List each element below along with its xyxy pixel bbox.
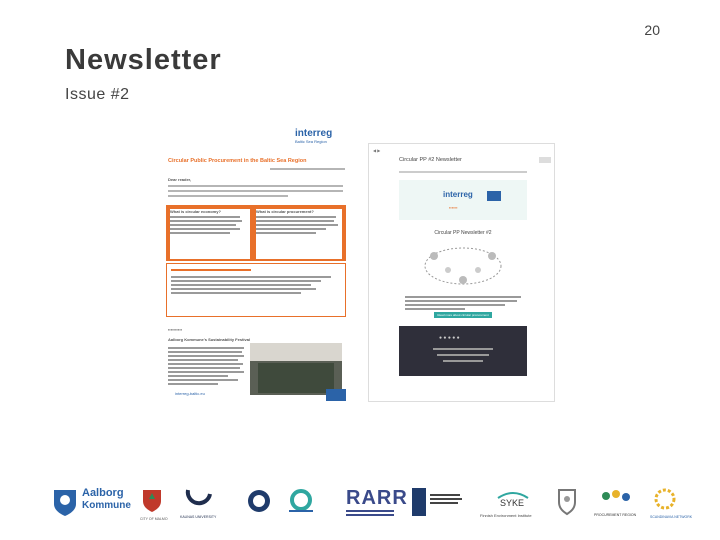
web-top-label: ◀ ▶ — [373, 148, 381, 153]
government-logo — [412, 488, 426, 516]
circular-emblem-logo — [246, 488, 272, 519]
ring-logo — [283, 488, 319, 519]
eu-flag-icon — [326, 389, 346, 401]
web-footer: ● ● ● ● ● — [399, 326, 527, 376]
web-newsletter-image — [368, 143, 555, 402]
web-top-button — [539, 157, 551, 163]
web-title: Circular PP #2 Newsletter — [399, 157, 462, 163]
aalborg-line2: Kommune — [82, 500, 131, 511]
web-text — [405, 294, 523, 312]
doc-box2 — [256, 209, 342, 259]
web-banner: interreg ▪▪▪▪▪▪ — [399, 180, 527, 220]
doc-section-title: Aalborg Kommune's Sustainability Festival — [168, 337, 251, 342]
city-crest-logo — [140, 488, 168, 521]
slide-subtitle: Issue #2 — [65, 86, 130, 103]
doc-footer-link: interreg-baltic.eu — [175, 391, 205, 396]
doc-greeting: Dear reader, — [168, 177, 192, 182]
rarr-logo — [346, 488, 408, 516]
web-diagram — [414, 242, 512, 290]
doc-box1 — [170, 209, 250, 259]
rarr-text: RARR — [346, 487, 408, 509]
web-heading: Circular PP Newsletter #2 — [434, 230, 492, 236]
doc-section-label: ▪▪▪▪▪▪▪▪▪▪ — [168, 327, 183, 332]
scandinavia-network-logo — [650, 488, 692, 519]
university-label: KAUNAS UNIVERSITY — [180, 515, 217, 519]
newsletter-document-image — [160, 125, 348, 403]
slide-title: Newsletter — [65, 44, 222, 76]
doc-section-text — [168, 345, 246, 387]
procurement-label: PROCUREMENT REGION — [594, 513, 637, 517]
brand-sub: Baltic Sea Region — [295, 139, 327, 144]
box2-title: What is circular procurement? — [256, 209, 314, 214]
city-label: CITY OF MALMO — [140, 517, 168, 521]
web-read-more-button[interactable]: Read more about circular procurement — [434, 312, 492, 318]
finnish-label: Finnish Environment Institute — [480, 513, 532, 518]
page-number: 20 — [644, 22, 660, 38]
box1-title: What is circular economy? — [170, 209, 221, 214]
doc-headline: Circular Public Procurement in the Baltic Sea Region — [168, 158, 307, 164]
festival-photo — [250, 343, 342, 395]
doc-objectives-box — [166, 263, 346, 317]
aalborg-line1: Aalborg — [82, 487, 124, 499]
brand-name: interreg — [295, 128, 333, 139]
aalborg-kommune-logo — [52, 487, 131, 521]
svg-text:SYKE: SYKE — [500, 498, 525, 508]
scandic-label: SCANDINAVIA NETWORK — [650, 515, 693, 519]
university-logo — [180, 488, 224, 519]
coat-of-arms-logo — [556, 488, 578, 521]
procurement-region-logo — [594, 488, 638, 517]
finnish-environment-institute-logo — [480, 488, 546, 518]
interreg-logo — [295, 129, 345, 144]
